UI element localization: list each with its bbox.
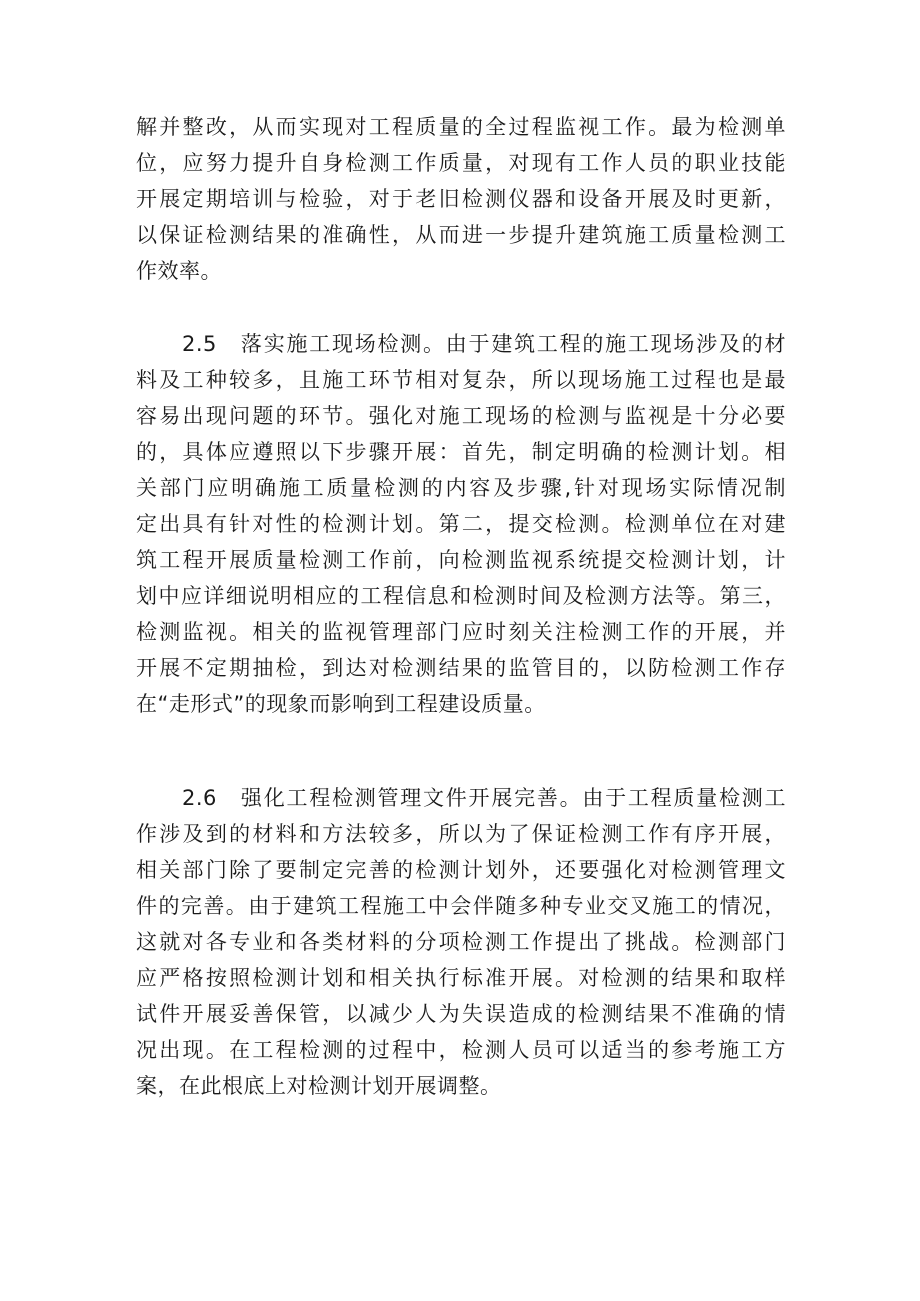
text-line: 在“走形式”的现象而影响到工程建设质量。 [136, 692, 546, 716]
text-line: 关部门应明确施工质量检测的内容及步骤,针对现场实际情况制 [136, 476, 786, 500]
text-line: 作涉及到的材料和方法较多，所以为了保证检测工作有序开展， [136, 822, 786, 846]
text-line: 作效率。 [136, 259, 222, 283]
text-line: 位，应努力提升自身检测工作质量，对现有工作人员的职业技能 [136, 151, 786, 175]
paragraph-section-2-6 [136, 780, 786, 1104]
text-line: 的，具体应遵照以下步骤开展：首先，制定明确的检测计划。相 [136, 440, 786, 464]
text-line: 划中应详细说明相应的工程信息和检测时间及检测方法等。第三， [136, 584, 786, 608]
text-line: 试件开展妥善保管，以减少人为失误造成的检测结果不准确的情 [136, 1002, 786, 1026]
text-line: 容易出现问题的环节。强化对施工现场的检测与监视是十分必要 [136, 404, 786, 428]
text-line: 检测监视。相关的监视管理部门应时刻关注检测工作的开展，并 [136, 620, 786, 644]
text-line: 开展不定期抽检，到达对检测结果的监管目的，以防检测工作存 [136, 656, 786, 680]
paragraph-inspection-unit [136, 109, 786, 289]
text-line: 这就对各专业和各类材料的分项检测工作提出了挑战。检测部门 [136, 930, 786, 954]
text-line: 筑工程开展质量检测工作前，向检测监视系统提交检测计划，计 [136, 548, 786, 572]
section-heading-line: 2.5 落实施工现场检测。由于建筑工程的施工现场涉及的材 [182, 332, 786, 356]
text-line: 相关部门除了要制定完善的检测计划外，还要强化对检测管理文 [136, 858, 786, 882]
section-heading-line: 2.6 强化工程检测管理文件开展完善。由于工程质量检测工 [182, 786, 786, 810]
text-line: 定出具有针对性的检测计划。第二，提交检测。检测单位在对建 [136, 512, 786, 536]
text-line: 解并整改，从而实现对工程质量的全过程监视工作。最为检测单 [136, 115, 786, 139]
text-line: 况出现。在工程检测的过程中，检测人员可以适当的参考施工方 [136, 1038, 786, 1062]
text-line: 件的完善。由于建筑工程施工中会伴随多种专业交叉施工的情况， [136, 894, 786, 918]
text-line: 案，在此根底上对检测计划开展调整。 [136, 1074, 502, 1098]
text-line: 应严格按照检测计划和相关执行标准开展。对检测的结果和取样 [136, 966, 786, 990]
text-line: 以保证检测结果的准确性，从而进一步提升建筑施工质量检测工 [136, 223, 786, 247]
paragraph-section-2-5 [136, 326, 786, 722]
text-line: 开展定期培训与检验，对于老旧检测仪器和设备开展及时更新， [136, 187, 786, 211]
text-line: 料及工种较多，且施工环节相对复杂，所以现场施工过程也是最 [136, 368, 786, 392]
